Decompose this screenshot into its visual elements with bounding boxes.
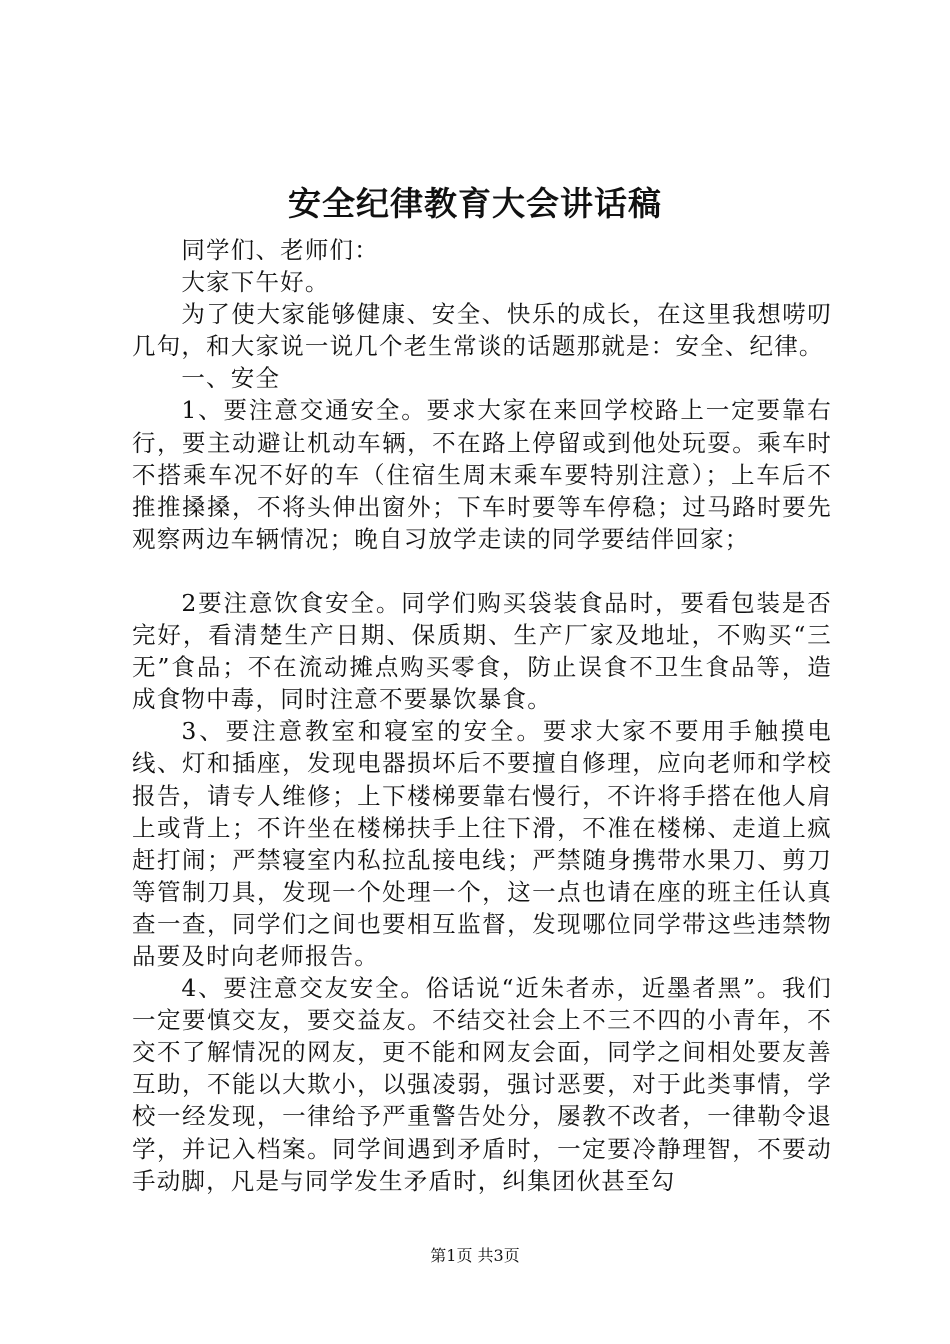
intro-paragraph: 为了使大家能够健康、安全、快乐的成长，在这里我想唠叨几句，和大家说一说几个老生常谈的话题那就是：安全、纪律。 xyxy=(132,300,832,361)
paragraph-traffic-safety: 1、要注意交通安全。要求大家在来回学校路上一定要靠右行，要主动避让机动车辆，不在路上停留或到他处玩耍。乘车时不搭乘车况不好的车（住宿生周末乘车要特别注意）；上车后不推推搡搡，不将头伸出窗外；下车时要等车停稳；过马路时要先观察两边车辆情况；晚自习放学走读的同学要结伴回家； xyxy=(132,396,832,553)
page-number: 第1页 共3页 xyxy=(430,1246,520,1265)
document-title: 安全纪律教育大会讲话稿 xyxy=(288,184,662,223)
salutation: 同学们、老师们： xyxy=(181,236,379,264)
paragraph-classroom-safety: 3、要注意教室和寝室的安全。要求大家不要用手触摸电线、灯和插座，发现电器损坏后不要擅自修理，应向老师和学校报告，请专人维修；上下楼梯要靠右慢行，不许将手搭在他人肩上或背上；不许坐在楼梯扶手上往下滑，不准在楼梯、走道上疯赶打闹；严禁寝室内私拉乱接电线；严禁随身携带水果刀、剪刀等管制刀具，发现一个处理一个，这一点也请在座的班主任认真查一查，同学们之间也要相互监督，发现哪位同学带这些违禁物品要及时向老师报告。 xyxy=(132,717,832,970)
greeting: 大家下午好。 xyxy=(181,268,330,297)
section-heading: 一、安全 xyxy=(181,364,281,393)
paragraph-friendship-safety: 4、要注意交友安全。俗话说“近朱者赤，近墨者黑”。我们一定要慎交友，要交益友。不结交社会上不三不四的小青年，不交不了解情况的网友，更不能和网友会面，同学之间相处要友善互助，不能以大欺小，以强凌弱，强讨恶要，对于此类事情，学校一经发现，一律给予严重警告处分，屡教不改者，一律勒令退学，并记入档案。同学间遇到矛盾时，一定要冷静理智，不要动手动脚，凡是与同学发生矛盾时，纠集团伙甚至勾 xyxy=(132,974,832,1195)
paragraph-food-safety: 2要注意饮食安全。同学们购买袋装食品时，要看包装是否完好，看清楚生产日期、保质期、生产厂家及地址，不购买“三无”食品；不在流动摊点购买零食，防止误食不卫生食品等，造成食物中毒，同时注意不要暴饮暴食。 xyxy=(132,588,832,714)
document-body xyxy=(132,234,832,1197)
